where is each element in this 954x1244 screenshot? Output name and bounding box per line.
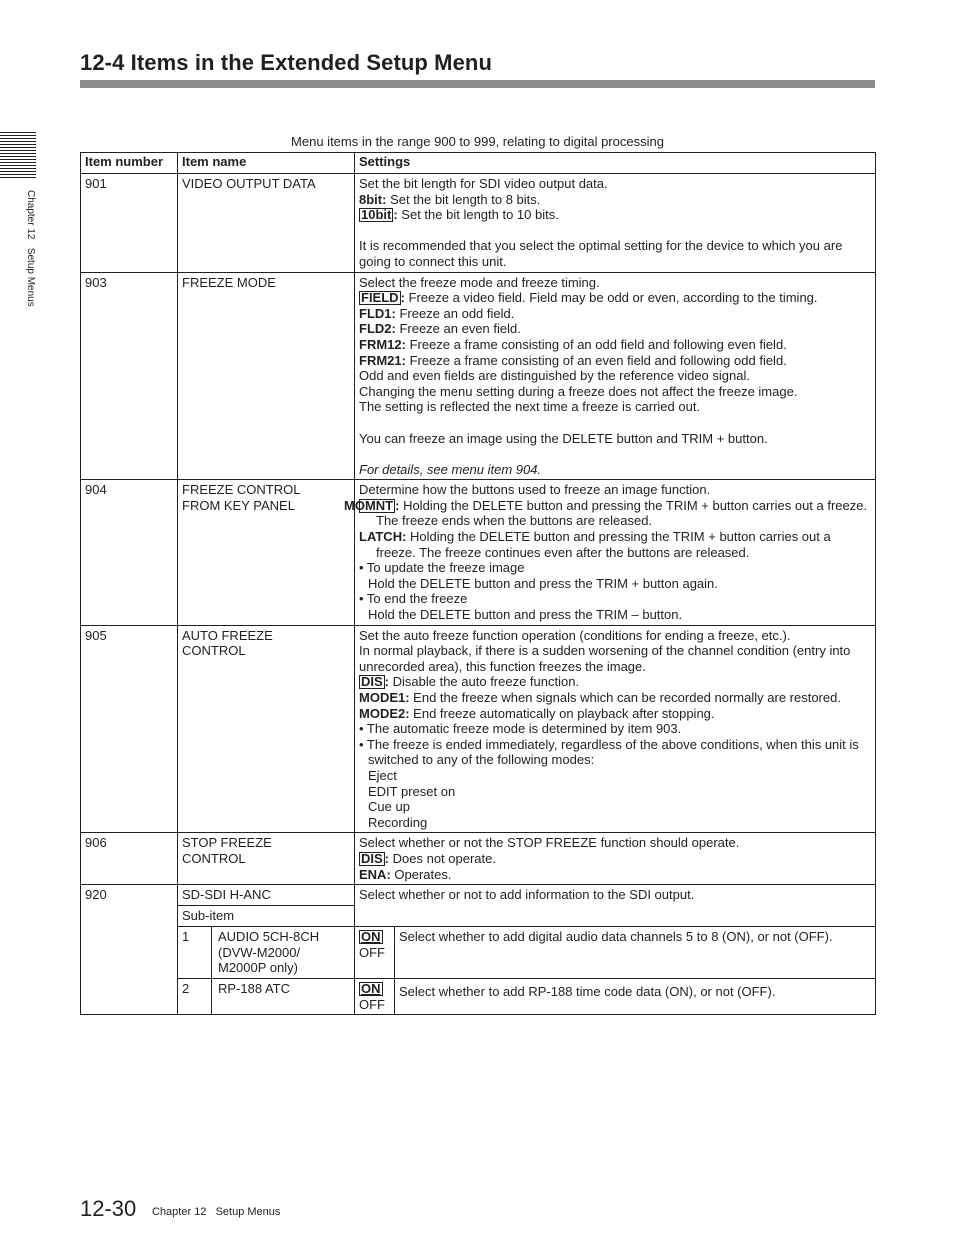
option-key: FRM21:: [359, 352, 406, 368]
table-caption: Menu items in the range 900 to 999, relating to digital processing: [291, 134, 664, 149]
settings-note: Changing the menu setting during a freeze does not affect the freeze image.: [359, 383, 798, 399]
option-8bit: [359, 192, 871, 208]
option-desc: Freeze a frame consisting of an odd field and following even field.: [405, 336, 787, 352]
settings-line: Determine how the buttons used to freeze an image function.: [359, 482, 711, 498]
mode-list-item: Cue up: [368, 799, 410, 815]
option-desc: Freeze a video field. Field may be odd or even, according to the timing.: [404, 290, 818, 306]
header-item-name: Item name: [178, 153, 355, 174]
option-colon: :: [395, 497, 400, 513]
header-settings: Settings: [355, 153, 876, 174]
option-desc: Freeze an even field.: [395, 321, 521, 337]
option-key: MODE1:: [359, 690, 410, 705]
item-name-line: CONTROL: [182, 850, 246, 866]
option-latch: [359, 529, 871, 560]
mode-list-item: EDIT preset on: [368, 783, 456, 799]
item-name-line: AUTO FREEZE: [182, 627, 273, 643]
item-settings: [355, 625, 876, 833]
option-key: 8bit:: [359, 191, 387, 207]
option-momnt: [344, 497, 871, 529]
sub-item-header: Sub-item: [178, 906, 355, 927]
item-settings: [355, 174, 876, 273]
header-item-number: Item number: [81, 153, 178, 174]
option-field: [359, 290, 871, 306]
sub-item-description: Select whether to add digital audio data channels 5 to 8 (ON), or not (OFF).: [395, 927, 876, 979]
default-option-key: FIELD: [361, 290, 399, 306]
default-option-on: ON: [361, 980, 381, 996]
option-mode1: [359, 690, 871, 706]
option-colon: :: [384, 674, 390, 690]
settings-line: In normal playback, if there is a sudden worsening of the channel condition (entry into unrecorded area), this function freezes the image.: [359, 643, 851, 674]
table-row-903: [81, 272, 876, 480]
footer-chapter: Chapter 12 Setup Menus: [152, 1206, 281, 1218]
sub-item-name-line: M2000P only): [218, 960, 298, 976]
item-settings: [355, 833, 876, 885]
sub-item-number: 2: [178, 978, 212, 1014]
option-desc: Holding the DELETE button and pressing the TRIM + button carries out a freeze. The freeze ends when the buttons are released.: [376, 497, 868, 529]
option-key: ENA:: [359, 866, 391, 882]
settings-note: The setting is reflected the next time a freeze is carried out.: [359, 399, 701, 415]
option-dis: [359, 674, 871, 690]
default-option-on: ON: [361, 929, 381, 945]
option-desc: End freeze automatically on playback after stopping.: [409, 705, 715, 721]
item-name: [178, 833, 355, 885]
option-key: FLD2:: [359, 321, 396, 337]
option-mode2: [359, 706, 871, 722]
default-option-key: DIS: [361, 850, 383, 866]
table-row-906: [81, 833, 876, 885]
sub-item-options: [355, 927, 395, 979]
settings-line: Set the bit length for SDI video output data.: [359, 176, 608, 191]
bullet-item: • The freeze is ended immediately, regardless of the above conditions, when this unit is switched to any of the following modes:: [359, 736, 859, 768]
bullet-item: • To end the freeze: [359, 591, 468, 607]
sub-item-number: 1: [178, 927, 212, 979]
item-name: VIDEO OUTPUT DATA: [178, 174, 355, 273]
page-number: 12-30: [80, 1196, 137, 1221]
option-dis: [359, 851, 871, 867]
settings-line: Select the freeze mode and freeze timing.: [359, 274, 600, 290]
item-name-line: FREEZE CONTROL: [182, 482, 301, 498]
option-off: OFF: [359, 944, 385, 960]
table-row-920-sub2: [81, 978, 876, 1014]
bullet-detail: Hold the DELETE button and press the TRIM – button.: [368, 607, 683, 623]
table-row-905: [81, 625, 876, 833]
option-ena: [359, 867, 871, 883]
item-name-line: CONTROL: [182, 643, 246, 659]
option-desc: Operates.: [390, 866, 452, 882]
table-row-904: [81, 480, 876, 625]
option-frm21: [359, 353, 871, 369]
settings-line: Set the auto freeze function operation (conditions for ending a freeze, etc.).: [359, 627, 791, 643]
item-name: SD-SDI H-ANC: [178, 885, 355, 906]
item-number: 905: [81, 625, 178, 833]
mode-list-item: Eject: [368, 767, 397, 783]
default-option-key: DIS: [361, 674, 383, 690]
chapter-tab-marker: [0, 132, 36, 178]
bullet-item: • To update the freeze image: [359, 560, 525, 576]
option-10bit: [359, 207, 871, 223]
item-name: FREEZE MODE: [178, 272, 355, 480]
option-desc: Set the bit length to 8 bits.: [386, 191, 541, 207]
table-header-row: [81, 153, 876, 174]
item-name: [178, 625, 355, 833]
item-name-line: STOP FREEZE: [182, 835, 272, 851]
item-settings: [344, 480, 876, 625]
option-fld2: [359, 321, 871, 337]
item-number: 901: [81, 174, 178, 273]
default-option-key: 10bit: [361, 207, 392, 223]
settings-note: You can freeze an image using the DELETE button and TRIM + button.: [359, 430, 768, 446]
option-key: FLD1:: [359, 305, 396, 321]
option-frm12: [359, 337, 871, 353]
bullet-detail: Hold the DELETE button and press the TRIM + button again.: [368, 575, 718, 591]
sub-item-name-line: AUDIO 5CH-8CH: [218, 929, 320, 945]
settings-note: It is recommended that you select the optimal setting for the device to which you are going to connect this unit.: [359, 238, 843, 269]
item-number: 920: [81, 885, 178, 1015]
option-desc: Disable the auto freeze function.: [389, 674, 580, 690]
table-row-920-sub1: [81, 927, 876, 979]
item-settings: [355, 272, 876, 480]
option-desc: Freeze a frame consisting of an even field and following odd field.: [405, 352, 787, 368]
sub-item-description: Select whether to add RP-188 time code data (ON), or not (OFF).: [395, 978, 876, 1014]
sub-item-name: RP-188 ATC: [212, 978, 355, 1014]
option-colon: :: [393, 207, 398, 223]
option-desc: Holding the DELETE button and pressing the TRIM + button carries out a freeze. The freeze continues even after the buttons are released.: [376, 529, 831, 560]
side-chapter-label: Chapter 12 Setup Menus: [25, 190, 36, 307]
cross-reference: For details, see menu item 904.: [359, 461, 542, 477]
settings-line: Select whether or not the STOP FREEZE function should operate.: [359, 835, 740, 851]
option-key: LATCH:: [359, 529, 407, 545]
table-row-920: [81, 885, 876, 906]
sub-item-name-line: (DVW-M2000/: [218, 944, 301, 960]
option-desc: Does not operate.: [389, 850, 496, 866]
option-desc: Set the bit length to 10 bits.: [397, 207, 559, 223]
settings-note: Odd and even fields are distinguished by the reference video signal.: [359, 368, 750, 384]
option-off: OFF: [359, 996, 385, 1012]
sub-item-name: [212, 927, 355, 979]
item-name-line: FROM KEY PANEL: [182, 497, 295, 513]
title-rule: [80, 80, 875, 88]
option-desc: End the freeze when signals which can be recorded normally are restored.: [409, 690, 841, 705]
section-title: 12-4 Items in the Extended Setup Menu: [80, 50, 492, 75]
option-key: MODE2:: [359, 705, 410, 721]
option-fld1: [359, 306, 871, 322]
default-option-key: MOMNT: [344, 497, 394, 513]
table-row-901: [81, 174, 876, 273]
option-key: FRM12:: [359, 336, 406, 352]
item-number: 904: [81, 480, 178, 625]
mode-list-item: Recording: [368, 814, 428, 830]
item-settings: Select whether or not to add information to the SDI output.: [355, 885, 876, 927]
option-colon: :: [400, 290, 405, 306]
option-desc: Freeze an odd field.: [395, 305, 515, 321]
item-number: 906: [81, 833, 178, 885]
sub-item-options: [355, 978, 395, 1014]
option-colon: :: [384, 850, 390, 866]
item-number: 903: [81, 272, 178, 480]
bullet-item: • The automatic freeze mode is determined by item 903.: [359, 721, 682, 737]
menu-items-table: [80, 152, 876, 1015]
item-name: [178, 480, 355, 625]
